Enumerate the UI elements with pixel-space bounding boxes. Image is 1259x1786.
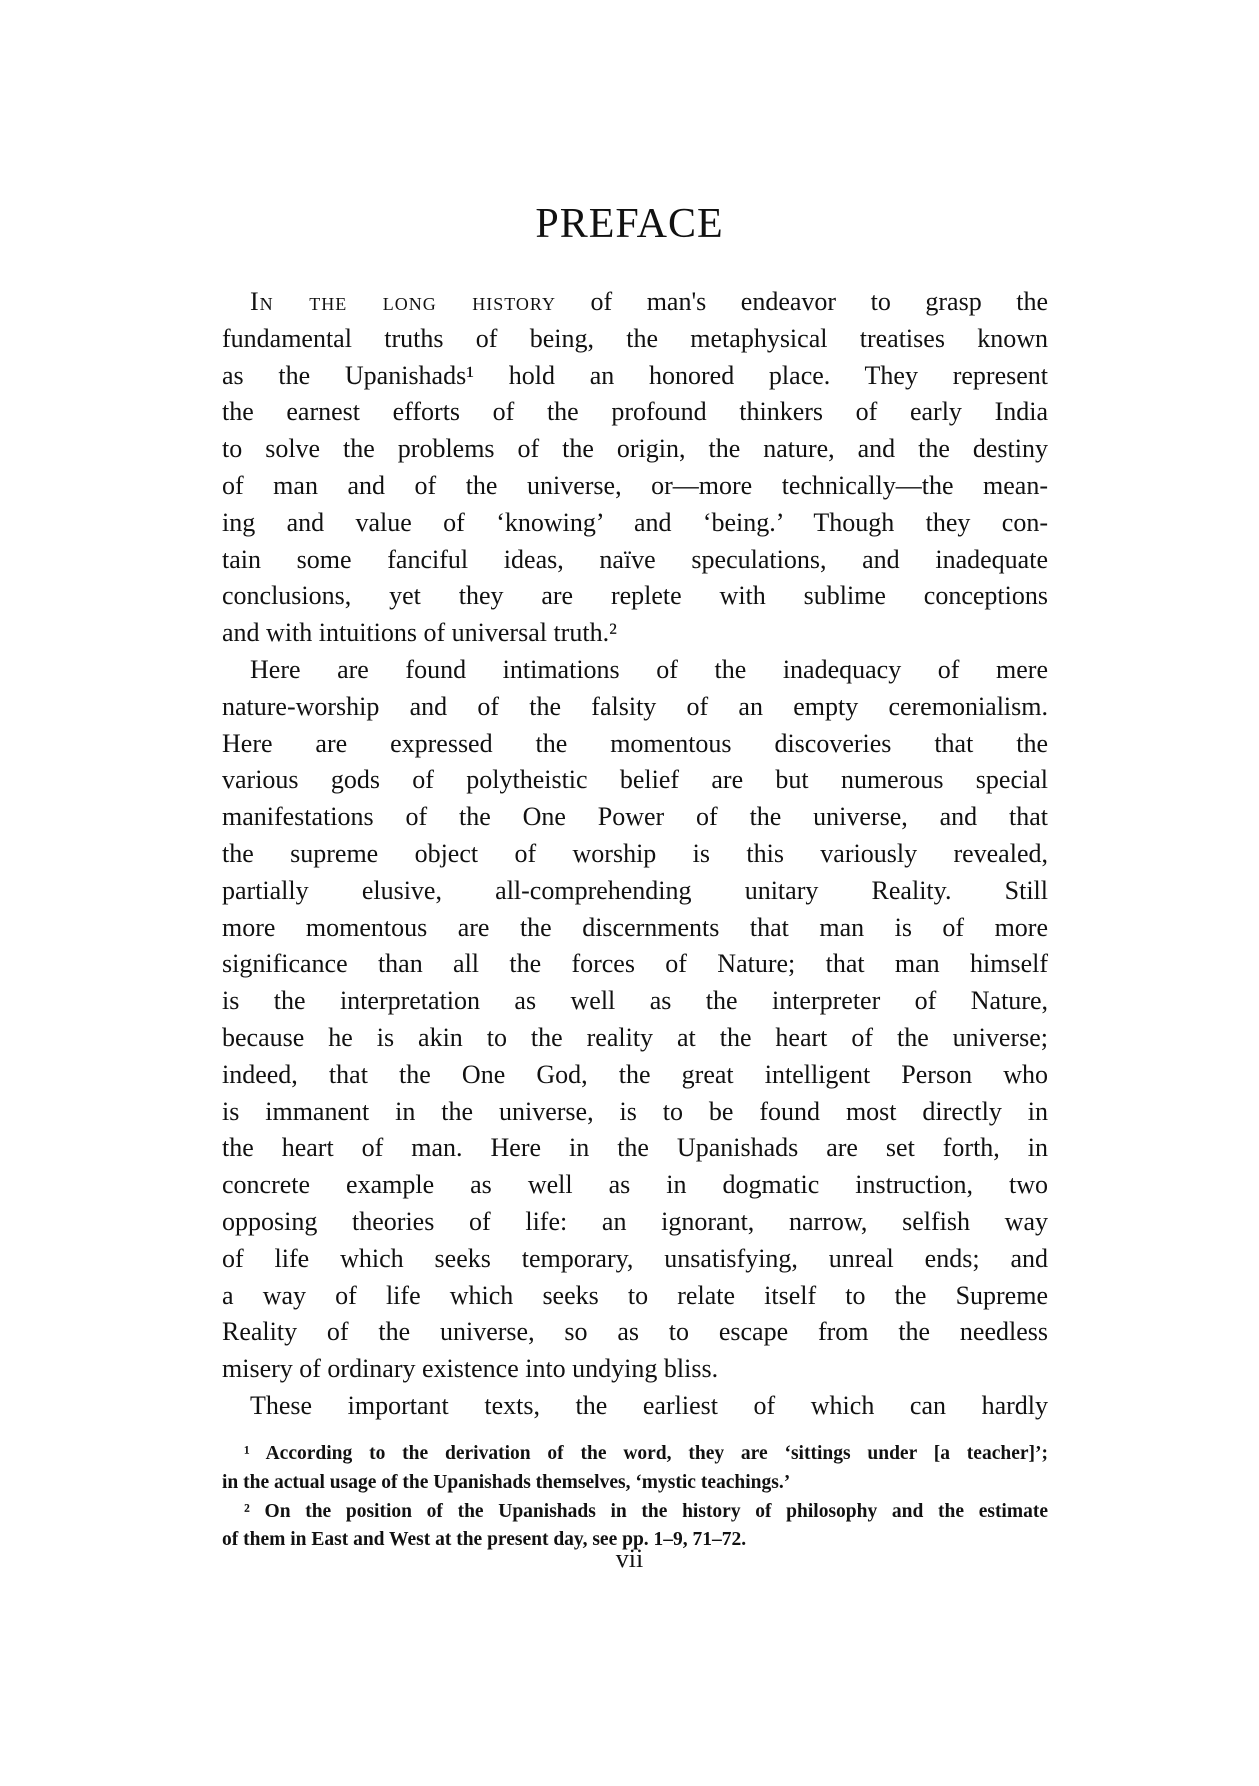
page-number: vii xyxy=(615,1544,644,1573)
text-line: because he is akin to the reality at the heart of the universe; xyxy=(222,1022,1048,1052)
text-line: partially elusive, all-comprehending unitary Reality. Still xyxy=(222,875,1048,905)
text-line: various gods of polytheistic belief are but numerous special xyxy=(222,765,1048,795)
paragraph-1 xyxy=(222,284,1048,652)
text-line: as the Upanishads¹ hold an honored place. They represent xyxy=(222,360,1048,390)
text-line: concrete example as well as in dogmatic instruction, two xyxy=(222,1170,1048,1200)
footnote-2-line: ² On the position of the Upanishads in the history of philosophy and the estimate xyxy=(244,1500,1048,1522)
text-line: to solve the problems of the origin, the nature, and the destiny xyxy=(222,434,1048,464)
text-line: more momentous are the discernments that man is of more xyxy=(222,912,1048,942)
text-line: of man and of the universe, or—more technically—the mean- xyxy=(222,470,1048,500)
body-text xyxy=(222,284,1048,1425)
paragraph-2 xyxy=(222,652,1048,1388)
text-line-content: of man's endeavor to grasp the xyxy=(555,287,1048,316)
page-title: PREFACE xyxy=(535,201,724,247)
text-line: significance than all the forces of Nature; that man himself xyxy=(222,949,1048,979)
footnote-1-line: ¹ According to the derivation of the word, they are ‘sittings under [a teacher]’; xyxy=(244,1443,1048,1464)
text-line: the heart of man. Here in the Upanishads are set forth, in xyxy=(222,1133,1048,1163)
paragraph-3 xyxy=(222,1388,1048,1425)
text-line: tain some fanciful ideas, naïve speculations, and inadequate xyxy=(222,544,1048,574)
text-line: the supreme object of worship is this variously revealed, xyxy=(222,838,1048,868)
text-line: nature-worship and of the falsity of an empty ceremonialism. xyxy=(222,691,1048,721)
text-line: opposing theories of life: an ignorant, narrow, selfish way xyxy=(222,1206,1048,1236)
text-line: Here are expressed the momentous discoveries that the xyxy=(222,728,1048,758)
text-line: indeed, that the One God, the great intelligent Person who xyxy=(222,1059,1048,1089)
lead-small-caps: In the long history xyxy=(250,287,556,316)
text-line xyxy=(222,284,1048,321)
footnotes xyxy=(222,1440,1048,1555)
footnote-2-line: of them in East and West at the present day, see pp. 1–9, 71–72. xyxy=(222,1529,747,1551)
text-line: a way of life which seeks to relate itself to the Supreme xyxy=(222,1280,1048,1310)
text-line: These important texts, the earliest of which can hardly xyxy=(250,1390,1048,1420)
text-line: is immanent in the universe, is to be found most directly in xyxy=(222,1096,1048,1126)
text-line: is the interpretation as well as the interpreter of Nature, xyxy=(222,986,1048,1016)
text-line: misery of ordinary existence into undying bliss. xyxy=(222,1354,719,1384)
footnote-1-line: in the actual usage of the Upanishads themselves, ‘mystic teachings.’ xyxy=(222,1471,791,1493)
text-line: of life which seeks temporary, unsatisfying, unreal ends; and xyxy=(222,1243,1048,1273)
text-line: conclusions, yet they are replete with sublime conceptions xyxy=(222,581,1048,611)
text-line: Reality of the universe, so as to escape from the needless xyxy=(222,1317,1048,1347)
text-line: the earnest efforts of the profound thinkers of early India xyxy=(222,397,1048,427)
text-line: and with intuitions of universal truth.² xyxy=(222,618,617,648)
text-line: manifestations of the One Power of the universe, and that xyxy=(222,802,1048,832)
text-line: fundamental truths of being, the metaphysical treatises known xyxy=(222,323,1048,353)
text-line: ing and value of ‘knowing’ and ‘being.’ Though they con- xyxy=(222,507,1048,537)
text-line: Here are found intimations of the inadequacy of mere xyxy=(250,654,1048,684)
